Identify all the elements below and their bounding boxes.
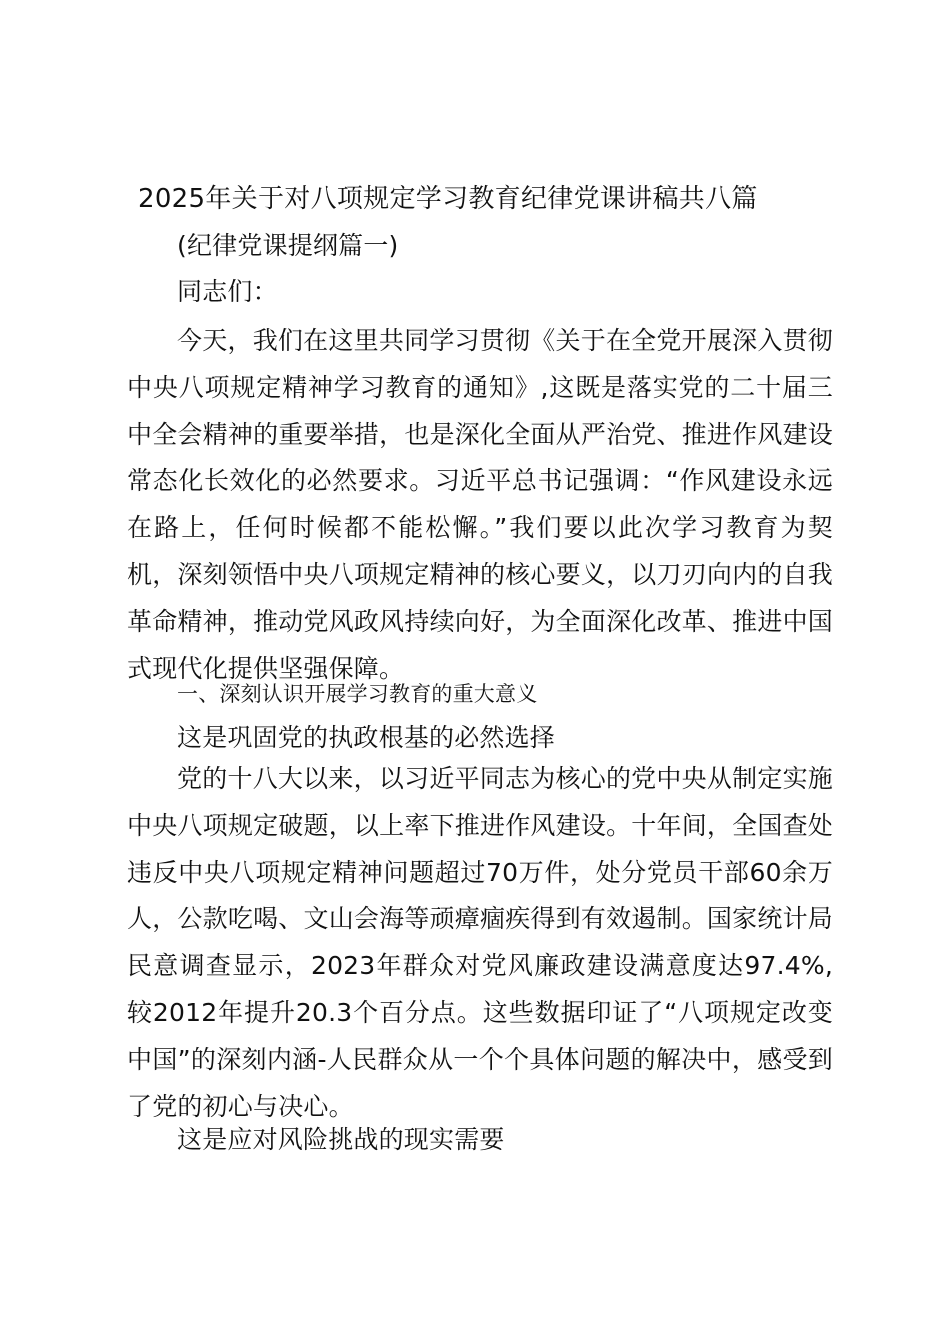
paragraph-intro: 今天，我们在这里共同学习贯彻《关于在全党开展深入贯彻中央八项规定精神学习教育的通知》,这既是落实党的二十届三中全会精神的重要举措，也是深化全面从严治党、推进作风建设常态化长效化的必然要求。习近平总书记强调：“作风建设永远在路上，任何时候都不能松懈。”我们要以此次学习教育为契机，深刻领悟中央八项规定精神的核心要义，以刀刃向内的自我革命精神，推动党风政风持续向好，为全面深化改革、推进中国式现代化提供坚强保障。 (127, 326, 833, 683)
section-heading-1: 一、深刻认识开展学习教育的重大意义 (177, 682, 538, 706)
paragraph-significance: 党的十八大以来，以习近平同志为核心的党中央从制定实施中央八项规定破题，以上率下推进作风建设。十年间，全国查处违反中央八项规定精神问题超过70万件，处分党员干部60余万人，公款吃喝、文山会海等顽瘴痼疾得到有效遏制。国家统计局民意调查显示，2023年群众对党风廉政建设满意度达97.4%,较2012年提升20.3个百分点。这些数据印证了“八项规定改变中国”的深刻内涵-人民群众从一个个具体问题的解决中，感受到了党的初心与决心。 (127, 764, 833, 1121)
subheading-2: 这是应对风险挑战的现实需要 (177, 1125, 505, 1154)
document-subtitle: (纪律党课提纲篇一) (177, 231, 399, 260)
document-title: 2025年关于对八项规定学习教育纪律党课讲稿共八篇 (138, 184, 758, 214)
subheading-1: 这是巩固党的执政根基的必然选择 (177, 723, 556, 752)
salutation: 同志们： (177, 277, 278, 306)
